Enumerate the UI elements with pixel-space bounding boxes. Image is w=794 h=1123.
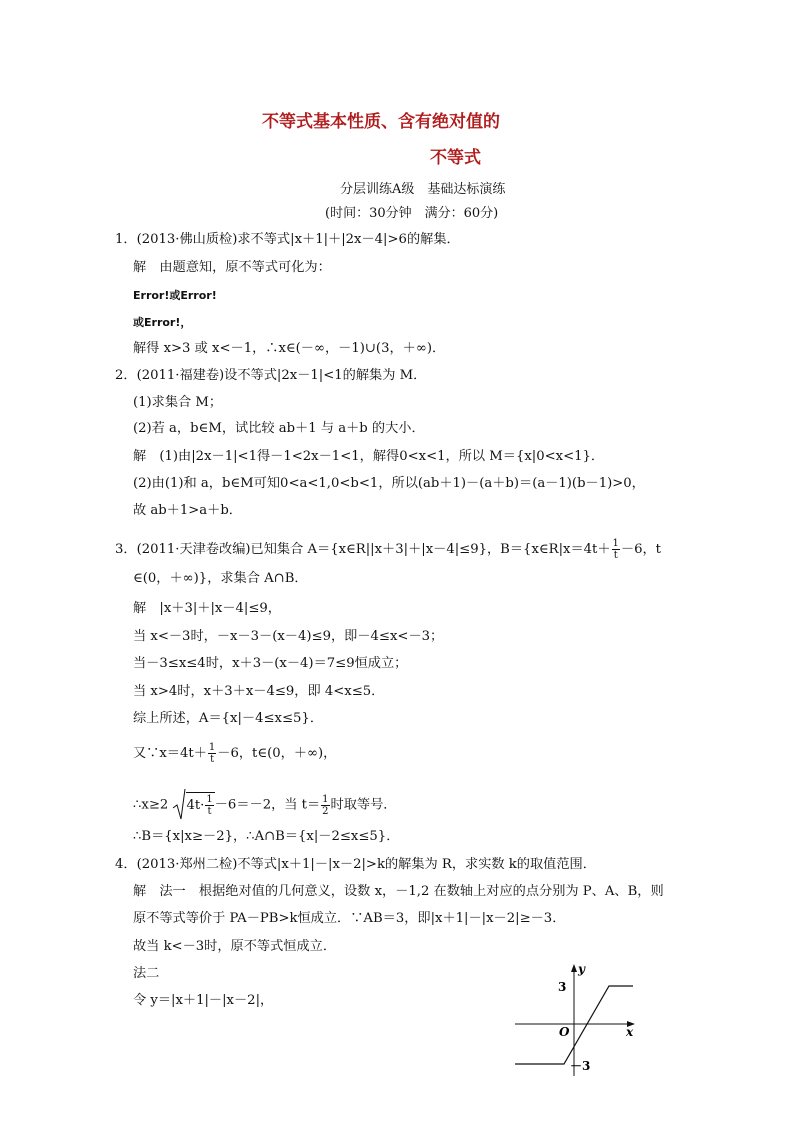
problem-2-part-a: (1)求集合 M； bbox=[133, 395, 223, 410]
y-tick-negative: －3 bbox=[570, 1059, 591, 1073]
problem-4-solution-2: 原不等式等价于 PA－PB>k恒成立．∵AB＝3，即|x＋1|－|x－2|≥－3． bbox=[133, 911, 566, 926]
problem-4-solution-3: 故当 k<－3时，原不等式恒成立． bbox=[133, 939, 337, 954]
page-title-line2: 不等式 bbox=[430, 148, 481, 168]
radical-sign bbox=[172, 788, 186, 822]
problem-3-question-part-b: －6，t bbox=[620, 542, 661, 557]
problem-4-solution-1: 解 法一 根据绝对值的几何意义，设数 x，－1,2 在数轴上对应的点分别为 P、A、B，则 bbox=[133, 884, 664, 899]
problem-3-solution-8: ∴B＝{x|x≥－2}，∴A∩B＝{x|－2≤x≤5}． bbox=[133, 829, 400, 844]
fraction-1-over-t: $\frac{1}{t}$ bbox=[612, 538, 619, 561]
fraction-1-over-t-3: $\frac{1}{t}$ bbox=[206, 793, 213, 817]
problem-1-solution-intro: 解 由题意知，原不等式可化为： bbox=[133, 260, 331, 275]
problem-3-solution-5: 综上所述，A＝{x|－4≤x≤5}． bbox=[133, 711, 324, 726]
problem-4-solution-4: 法二 bbox=[133, 966, 160, 981]
error-text: Error!或Error! bbox=[133, 289, 217, 302]
x-axis-label: x bbox=[626, 1025, 634, 1039]
problem-3-solution-3: 当－3≤x≤4时，x＋3－(x－4)＝7≤9恒成立； bbox=[133, 656, 408, 671]
y-tick-positive: 3 bbox=[558, 980, 567, 994]
problem-3-question-part-a: 3．(2011·天津卷改编)已知集合 A＝{x∈R||x＋3|＋|x－4|≤9}，B＝{x∈R|x＝4t＋ bbox=[115, 542, 611, 557]
problem-3-solution-1: 解 |x＋3|＋|x－4|≤9， bbox=[133, 601, 281, 616]
square-root: 4t· $\frac{1}{t}$ bbox=[172, 788, 214, 822]
y-axis-label: y bbox=[578, 962, 585, 976]
problem-2-part-b: (2)若 a，b∈M，试比较 ab＋1 与 a＋b 的大小． bbox=[133, 421, 425, 436]
y-axis-arrow bbox=[571, 964, 577, 972]
problem-3-question-cont: ∈(0，＋∞)}，求集合 A∩B． bbox=[133, 571, 308, 586]
problem-2-solution-3: 故 ab＋1>a＋b． bbox=[133, 503, 242, 518]
problem-2-question: 2．(2011·福建卷)设不等式|2x－1|<1的解集为 M． bbox=[115, 368, 427, 383]
problem-1-error-line-2 bbox=[133, 313, 191, 333]
problem-1-question: 1．(2013·佛山质检)求不等式|x＋1|＋|2x－4|>6的解集． bbox=[115, 232, 460, 247]
page-title-line1: 不等式基本性质、含有绝对值的 bbox=[262, 112, 500, 132]
time-info: (时间：30分钟 满分：60分) bbox=[325, 206, 499, 221]
problem-2-solution-2: (2)由(1)和 a，b∈M可知0<a<1,0<b<1，所以(ab＋1)－(a＋b)＝(a－1)(b－1)>0， bbox=[133, 476, 645, 491]
origin-label: O bbox=[559, 1025, 570, 1039]
problem-1-error-line bbox=[133, 286, 217, 306]
subtitle: 分层训练A级 基础达标演练 bbox=[340, 182, 506, 197]
problem-3-solution-4: 当 x>4时，x＋3＋x－4≤9，即 4<x≤5． bbox=[133, 684, 385, 699]
error-text-2: 或Error!， bbox=[133, 316, 192, 329]
function-graph bbox=[510, 960, 670, 1080]
problem-4-solution-5: 令 y＝|x＋1|－|x－2|， bbox=[133, 993, 274, 1008]
problem-1-result: 解得 x>3 或 x<－1，∴x∈(－∞，－1)∪(3，＋∞)． bbox=[133, 341, 446, 356]
problem-3-solution-6: 又∵x＝4t＋ $\frac{1}{t}$ －6，t∈(0，＋∞)， bbox=[133, 742, 337, 765]
problem-3-solution-2: 当 x<－3时，－x－3－(x－4)≤9，即－4≤x<－3； bbox=[133, 629, 444, 644]
problem-3-solution-7: ∴x≥2 4t· $\frac{1}{t}$ －6＝－2，当 t＝ $\frac{1}{2}$ 时取等号． bbox=[133, 788, 396, 822]
fraction-1-over-t-2: $\frac{1}{t}$ bbox=[208, 742, 216, 765]
problem-3-question bbox=[115, 538, 661, 561]
fraction-1-over-2: $\frac{1}{2}$ bbox=[322, 793, 329, 817]
problem-2-solution-1: 解 (1)由|2x－1|<1得－1<2x－1<1，解得0<x<1，所以 M＝{x|0<x<1}． bbox=[133, 449, 605, 464]
problem-4-question: 4．(2013·郑州二检)不等式|x＋1|－|x－2|>k的解集为 R，求实数 k的取值范围． bbox=[115, 857, 596, 872]
